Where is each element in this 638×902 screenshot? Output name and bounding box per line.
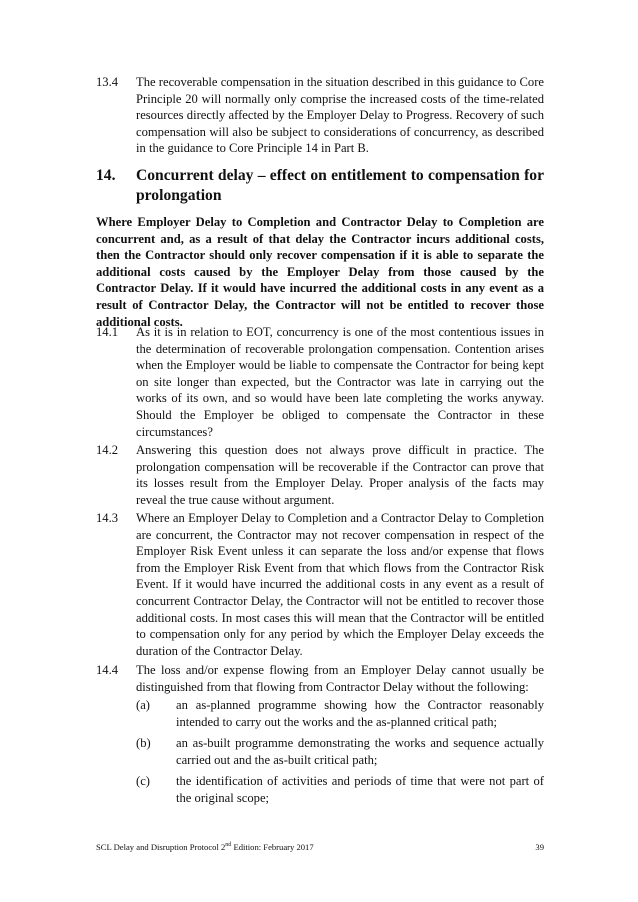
paragraph-number: 14.1 (96, 325, 119, 339)
section-title: Concurrent delay – effect on entitlement to compensation for prolongation (136, 167, 544, 204)
sub-item-text: an as-planned programme showing how the Contractor reasonably intended to carry out the works and the as-planned critical path; (176, 698, 544, 729)
sub-item-b (136, 735, 544, 768)
sub-item-label: (a) (136, 698, 150, 712)
paragraph-14-1 (96, 324, 544, 440)
section-number: 14. (96, 167, 116, 184)
paragraph-text: As it is in relation to EOT, concurrency is one of the most contentious issues in the determination of recoverable prolongation compensation. Contention arises when the Employer would be liable to compensate the Contractor for being kept on site longer than expected, but the Contractor was late in carrying out the works of its own, and so would have been late completing the works anyway. Should the Employer be obliged to compensate the Contractor in these circumstances? (136, 325, 544, 439)
paragraph-14-2 (96, 442, 544, 508)
paragraph-13-4 (96, 74, 544, 157)
paragraph-14-4 (96, 662, 544, 695)
core-principle-text: Where Employer Delay to Completion and Contractor Delay to Completion are concurrent and, as a result of that delay the Contractor incurs additional costs, then the Contractor should only recover compensation if it is able to separate the additional costs caused by the Employer Delay from those caused by the Contractor Delay. If it would have incurred the additional costs in any event as a result of Contractor Delay, the Contractor will not be entitled to recover those additional costs. (96, 215, 544, 329)
sub-item-text: the identification of activities and periods of time that were not part of the original scope; (176, 774, 544, 805)
paragraph-14-3 (96, 510, 544, 659)
paragraph-text: Where an Employer Delay to Completion and a Contractor Delay to Completion are concurrent, the Contractor may not recover compensation in respect of the Employer Risk Event unless it can separate the loss and/or expense that flows from the Employer Risk Event from that which flows from the Contractor Risk Event. If it would have incurred the additional costs in any event as a result of concurrent Contractor Delay, the Contractor will not be entitled to recover those additional costs. In most cases this will mean that the Contractor will be entitled to compensation only for any period by which the Employer Delay exceeds the duration of the Contractor Delay. (136, 511, 544, 658)
sub-item-a (136, 697, 544, 730)
paragraph-number: 14.2 (96, 443, 119, 457)
paragraph-text: The recoverable compensation in the situation described in this guidance to Core Principle 20 will normally only comprise the increased costs of the time-related resources directly affected by the Employer Delay to Progress. Recovery of such compensation will also be subject to considerations of concurrency, as described in the guidance to Core Principle 14 in Part B. (136, 75, 544, 156)
sub-item-label: (b) (136, 736, 151, 750)
page-number: 39 (535, 842, 544, 852)
sub-item-text: an as-built programme demonstrating the works and sequence actually carried out and the as-built critical path; (176, 736, 544, 767)
section-heading-14 (96, 166, 544, 205)
paragraph-number: 14.3 (96, 511, 119, 525)
paragraph-number: 13.4 (96, 75, 119, 89)
sub-item-c (136, 773, 544, 806)
paragraph-number: 14.4 (96, 663, 119, 677)
paragraph-text: The loss and/or expense flowing from an Employer Delay cannot usually be distinguished from that flowing from Contractor Delay without the following: (136, 663, 544, 694)
page-footer (96, 842, 544, 853)
sub-item-label: (c) (136, 774, 150, 788)
paragraph-text: Answering this question does not always prove difficult in practice. The prolongation compensation will be recoverable if the Contractor can prove that its losses result from the Employer Delay. Proper analysis of the facts may reveal the true cause without argument. (136, 443, 544, 507)
footer-title: SCL Delay and Disruption Protocol 2nd Edition: February 2017 (96, 842, 314, 852)
